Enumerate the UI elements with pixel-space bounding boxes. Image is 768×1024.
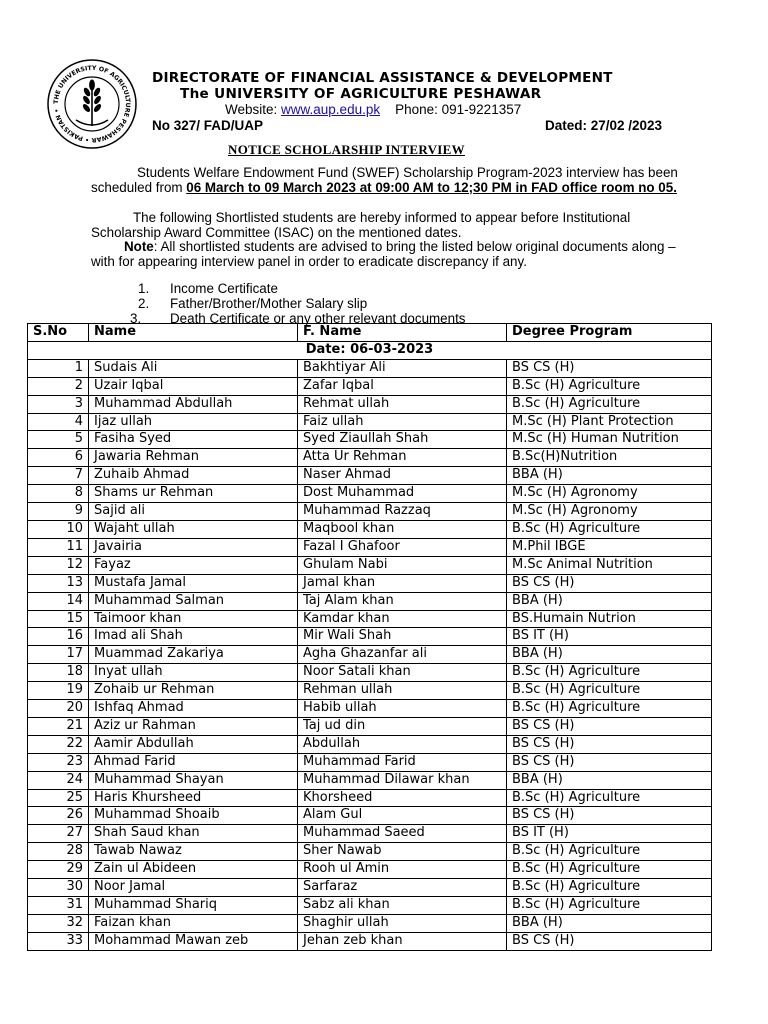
row-sno: 22 <box>28 735 89 753</box>
row-student-name: Sajid ali <box>89 503 298 521</box>
table-row <box>28 538 712 556</box>
row-sno: 27 <box>28 825 89 843</box>
row-sno: 32 <box>28 914 89 932</box>
row-father-name: Jehan zeb khan <box>298 932 507 950</box>
row-student-name: Muhammad Shariq <box>89 897 298 915</box>
row-degree-program: M.Sc (H) Agronomy <box>507 485 712 503</box>
column-header-sno: S.No <box>28 324 89 342</box>
svg-text:THE UNIVERSITY OF AGRICULTURE: THE UNIVERSITY OF AGRICULTURE PESHAWAR • PAKISTAN • <box>52 64 132 144</box>
column-header-degree-program: Degree Program <box>507 324 712 342</box>
row-father-name: Zafar Iqbal <box>298 377 507 395</box>
row-father-name: Muhammad Saeed <box>298 825 507 843</box>
row-degree-program: BS CS (H) <box>507 932 712 950</box>
row-degree-program: B.Sc(H)Nutrition <box>507 449 712 467</box>
row-father-name: Taj Alam khan <box>298 592 507 610</box>
table-row <box>28 664 712 682</box>
row-degree-program: BS CS (H) <box>507 807 712 825</box>
row-student-name: Jawaria Rehman <box>89 449 298 467</box>
contact-line <box>225 102 521 117</box>
row-father-name: Abdullah <box>298 735 507 753</box>
row-sno: 4 <box>28 413 89 431</box>
notice-paragraph-schedule <box>91 166 691 195</box>
table-row <box>28 914 712 932</box>
row-sno: 29 <box>28 861 89 879</box>
row-degree-program: M.Sc (H) Human Nutrition <box>507 431 712 449</box>
column-header-name: Name <box>89 324 298 342</box>
table-row <box>28 592 712 610</box>
table-row <box>28 682 712 700</box>
row-student-name: Uzair Iqbal <box>89 377 298 395</box>
row-degree-program: M.Phil IBGE <box>507 538 712 556</box>
table-row <box>28 825 712 843</box>
table-row <box>28 413 712 431</box>
table-row <box>28 377 712 395</box>
table-row <box>28 897 712 915</box>
table-header-row <box>28 324 712 342</box>
row-degree-program: BS IT (H) <box>507 628 712 646</box>
row-degree-program: BS CS (H) <box>507 717 712 735</box>
notice-paragraph-shortlist: The following Shortlisted students are hereby informed to appear before Institutional Scholarship Award Committee (ISAC) on the mentioned dates. <box>91 210 631 240</box>
row-father-name: Dost Muhammad <box>298 485 507 503</box>
row-sno: 8 <box>28 485 89 503</box>
shortlisted-students-table <box>27 323 712 951</box>
row-degree-program: B.Sc (H) Agriculture <box>507 843 712 861</box>
row-sno: 1 <box>28 359 89 377</box>
row-father-name: Bakhtiyar Ali <box>298 359 507 377</box>
row-student-name: Tawab Nawaz <box>89 843 298 861</box>
row-sno: 31 <box>28 897 89 915</box>
table-row <box>28 807 712 825</box>
row-sno: 10 <box>28 520 89 538</box>
row-student-name: Zohaib ur Rehman <box>89 682 298 700</box>
interview-date: Date: 06-03-2023 <box>28 341 712 359</box>
table-row <box>28 861 712 879</box>
note-label: Note <box>124 239 154 254</box>
row-sno: 18 <box>28 664 89 682</box>
row-student-name: Shah Saud khan <box>89 825 298 843</box>
schedule-text: Students Welfare Endowment Fund (SWEF) Scholarship Program-2023 interview has been scheduled from <box>91 165 678 195</box>
row-father-name: Rooh ul Amin <box>298 861 507 879</box>
row-father-name: Sher Nawab <box>298 843 507 861</box>
row-student-name: Muammad Zakariya <box>89 646 298 664</box>
document-item: 2. Father/Brother/Mother Salary slip <box>138 295 368 311</box>
row-degree-program: BS CS (H) <box>507 753 712 771</box>
row-sno: 23 <box>28 753 89 771</box>
row-father-name: Muhammad Dilawar khan <box>298 771 507 789</box>
table-row <box>28 753 712 771</box>
row-sno: 9 <box>28 503 89 521</box>
row-student-name: Noor Jamal <box>89 879 298 897</box>
table-row <box>28 503 712 521</box>
row-father-name: Agha Ghazanfar ali <box>298 646 507 664</box>
reference-number: No 327/ FAD/UAP <box>152 118 264 133</box>
document-item: 3. Death Certificate or any other relevant documents <box>130 310 466 326</box>
row-father-name: Sabz ali khan <box>298 897 507 915</box>
row-sno: 28 <box>28 843 89 861</box>
row-degree-program: B.Sc (H) Agriculture <box>507 520 712 538</box>
row-sno: 3 <box>28 395 89 413</box>
row-degree-program: BS CS (H) <box>507 735 712 753</box>
row-father-name: Rehmat ullah <box>298 395 507 413</box>
table-row <box>28 843 712 861</box>
row-father-name: Shaghir ullah <box>298 914 507 932</box>
schedule-highlight: 06 March to 09 March 2023 at 09:00 AM to 12;30 PM in FAD office room no 05. <box>186 179 677 195</box>
required-documents-list <box>130 281 466 326</box>
row-degree-program: BBA (H) <box>507 467 712 485</box>
row-father-name: Khorsheed <box>298 789 507 807</box>
row-degree-program: BBA (H) <box>507 914 712 932</box>
table-row <box>28 431 712 449</box>
table-row <box>28 771 712 789</box>
row-student-name: Muhammad Abdullah <box>89 395 298 413</box>
row-student-name: Mustafa Jamal <box>89 574 298 592</box>
row-sno: 30 <box>28 879 89 897</box>
row-sno: 20 <box>28 700 89 718</box>
table-row <box>28 556 712 574</box>
date-group-row <box>28 341 712 359</box>
row-sno: 19 <box>28 682 89 700</box>
row-degree-program: B.Sc (H) Agriculture <box>507 682 712 700</box>
table-row <box>28 485 712 503</box>
row-degree-program: BBA (H) <box>507 771 712 789</box>
row-sno: 17 <box>28 646 89 664</box>
row-student-name: Mohammad Mawan zeb <box>89 932 298 950</box>
row-father-name: Jamal khan <box>298 574 507 592</box>
table-row <box>28 879 712 897</box>
row-degree-program: BS.Humain Nutrion <box>507 610 712 628</box>
row-degree-program: B.Sc (H) Agriculture <box>507 879 712 897</box>
row-sno: 16 <box>28 628 89 646</box>
row-father-name: Habib ullah <box>298 700 507 718</box>
row-sno: 33 <box>28 932 89 950</box>
row-father-name: Atta Ur Rehman <box>298 449 507 467</box>
row-student-name: Fasiha Syed <box>89 431 298 449</box>
row-degree-program: BBA (H) <box>507 592 712 610</box>
row-degree-program: M.Sc (H) Plant Protection <box>507 413 712 431</box>
row-father-name: Taj ud din <box>298 717 507 735</box>
row-father-name: Ghulam Nabi <box>298 556 507 574</box>
row-student-name: Muhammad Shayan <box>89 771 298 789</box>
row-degree-program: B.Sc (H) Agriculture <box>507 897 712 915</box>
row-student-name: Zain ul Abideen <box>89 861 298 879</box>
row-student-name: Wajaht ullah <box>89 520 298 538</box>
row-student-name: Sudais Ali <box>89 359 298 377</box>
table-row <box>28 467 712 485</box>
row-student-name: Ahmad Farid <box>89 753 298 771</box>
row-sno: 21 <box>28 717 89 735</box>
university-seal-icon <box>46 58 138 150</box>
phone-number: Phone: 091-9221357 <box>395 102 522 117</box>
website-link[interactable]: www.aup.edu.pk <box>281 102 381 117</box>
row-sno: 26 <box>28 807 89 825</box>
row-father-name: Rehman ullah <box>298 682 507 700</box>
row-degree-program: M.Sc Animal Nutrition <box>507 556 712 574</box>
row-father-name: Maqbool khan <box>298 520 507 538</box>
row-father-name: Kamdar khan <box>298 610 507 628</box>
row-sno: 12 <box>28 556 89 574</box>
table-row <box>28 932 712 950</box>
university-title: The UNIVERSITY OF AGRICULTURE PESHAWAR <box>180 86 542 102</box>
row-student-name: Imad ali Shah <box>89 628 298 646</box>
row-degree-program: BS IT (H) <box>507 825 712 843</box>
row-father-name: Fazal I Ghafoor <box>298 538 507 556</box>
row-father-name: Noor Satali khan <box>298 664 507 682</box>
row-student-name: Haris Khursheed <box>89 789 298 807</box>
table-row <box>28 700 712 718</box>
table-row <box>28 628 712 646</box>
row-degree-program: M.Sc (H) Agronomy <box>507 503 712 521</box>
website-label: Website: <box>225 102 282 117</box>
row-sno: 5 <box>28 431 89 449</box>
row-student-name: Inyat ullah <box>89 664 298 682</box>
row-student-name: Fayaz <box>89 556 298 574</box>
row-sno: 14 <box>28 592 89 610</box>
table-row <box>28 789 712 807</box>
row-sno: 13 <box>28 574 89 592</box>
row-father-name: Naser Ahmad <box>298 467 507 485</box>
table-row <box>28 395 712 413</box>
row-student-name: Ishfaq Ahmad <box>89 700 298 718</box>
notice-title: NOTICE SCHOLARSHIP INTERVIEW <box>228 142 465 157</box>
row-degree-program: BBA (H) <box>507 646 712 664</box>
row-sno: 2 <box>28 377 89 395</box>
note-text: : All shortlisted students are advised to bring the listed below original documents along –with for appearing interview panel in order to eradicate discrepancy if any. <box>91 239 676 269</box>
row-sno: 6 <box>28 449 89 467</box>
row-degree-program: B.Sc (H) Agriculture <box>507 664 712 682</box>
row-sno: 24 <box>28 771 89 789</box>
notice-date: Dated: 27/02 /2023 <box>545 118 663 133</box>
table-row <box>28 735 712 753</box>
row-father-name: Alam Gul <box>298 807 507 825</box>
table-row <box>28 717 712 735</box>
row-student-name: Javairia <box>89 538 298 556</box>
row-sno: 25 <box>28 789 89 807</box>
table-row <box>28 520 712 538</box>
row-father-name: Mir Wali Shah <box>298 628 507 646</box>
table-row <box>28 646 712 664</box>
table-row <box>28 610 712 628</box>
row-father-name: Muhammad Razzaq <box>298 503 507 521</box>
row-sno: 7 <box>28 467 89 485</box>
row-sno: 11 <box>28 538 89 556</box>
row-degree-program: B.Sc (H) Agriculture <box>507 700 712 718</box>
row-degree-program: B.Sc (H) Agriculture <box>507 377 712 395</box>
table-row <box>28 449 712 467</box>
row-father-name: Muhammad Farid <box>298 753 507 771</box>
row-student-name: Taimoor khan <box>89 610 298 628</box>
row-student-name: Faizan khan <box>89 914 298 932</box>
row-degree-program: B.Sc (H) Agriculture <box>507 861 712 879</box>
row-sno: 15 <box>28 610 89 628</box>
row-father-name: Syed Ziaullah Shah <box>298 431 507 449</box>
row-student-name: Muhammad Shoaib <box>89 807 298 825</box>
column-header-father-name: F. Name <box>298 324 507 342</box>
row-degree-program: B.Sc (H) Agriculture <box>507 395 712 413</box>
row-student-name: Aziz ur Rahman <box>89 717 298 735</box>
row-student-name: Muhammad Salman <box>89 592 298 610</box>
notice-paragraph-note <box>91 240 691 269</box>
row-student-name: Aamir Abdullah <box>89 735 298 753</box>
row-degree-program: BS CS (H) <box>507 574 712 592</box>
table-row <box>28 574 712 592</box>
directorate-title: DIRECTORATE OF FINANCIAL ASSISTANCE & DEVELOPMENT <box>152 70 613 86</box>
row-degree-program: BS CS (H) <box>507 359 712 377</box>
row-student-name: Zuhaib Ahmad <box>89 467 298 485</box>
row-degree-program: B.Sc (H) Agriculture <box>507 789 712 807</box>
row-father-name: Faiz ullah <box>298 413 507 431</box>
row-student-name: Ijaz ullah <box>89 413 298 431</box>
row-father-name: Sarfaraz <box>298 879 507 897</box>
document-item: 1. Income Certificate <box>138 281 278 296</box>
table-row <box>28 359 712 377</box>
row-student-name: Shams ur Rehman <box>89 485 298 503</box>
